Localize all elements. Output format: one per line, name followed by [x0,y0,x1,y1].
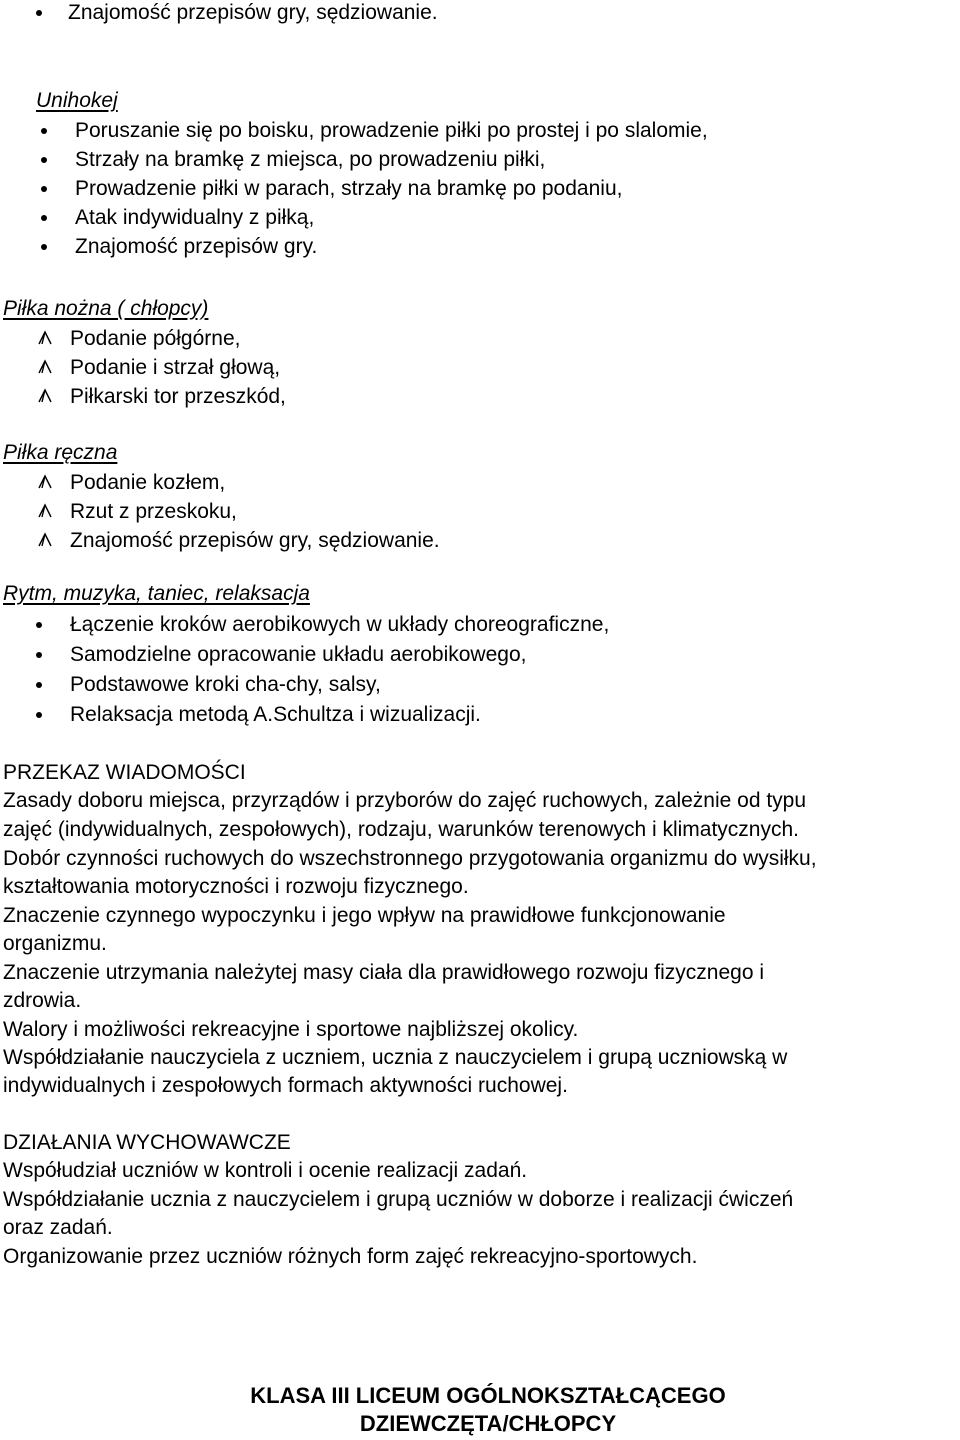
section-heading-pilka-nozna: Piłka nożna ( chłopcy) [3,297,209,320]
bullet-dot-icon [36,622,42,628]
paragraph-line: Współudział uczniów w kontroli i ocenie realizacji zadań. [3,1159,528,1182]
paragraph-line: Znaczenie czynnego wypoczynku i jego wpływ na prawidłowe funkcjonowanie [3,904,726,927]
list-item: Atak indywidualny z piłką, [75,206,315,229]
section-heading-dzialania: DZIAŁANIA WYCHOWAWCZE [3,1131,291,1154]
paragraph-line: zdrowia. [3,989,82,1012]
triangle-bullet-icon [37,474,53,490]
list-item: Poruszanie się po boisku, prowadzenie piłki po prostej i po slalomie, [75,119,708,142]
bullet-dot-icon [36,712,42,718]
list-item: Łączenie kroków aerobikowych w układy choreograficzne, [70,613,610,636]
section-heading-rytm: Rytm, muzyka, taniec, relaksacja [3,582,310,605]
paragraph-line: Znaczenie utrzymania należytej masy ciała dla prawidłowego rozwoju fizycznego i [3,961,765,984]
paragraph-line: Zasady doboru miejsca, przyrządów i przyborów do zajęć ruchowych, zależnie od typu [3,789,807,812]
list-item: Rzut z przeskoku, [70,500,237,523]
paragraph-line: Współdziałanie ucznia z nauczycielem i grupą uczniów w doborze i realizacji ćwiczeń [3,1188,794,1211]
footer-title-line1: KLASA III LICEUM OGÓLNOKSZTAŁCĄCEGO [250,1383,726,1408]
triangle-bullet-icon [37,330,53,346]
bullet-dot-icon [36,652,42,658]
list-item: Znajomość przepisów gry, sędziowanie. [68,1,438,24]
section-heading-pilka-reczna: Piłka ręczna [3,441,118,464]
paragraph-line: Walory i możliwości rekreacyjne i sportowe najbliższej okolicy. [3,1018,579,1041]
triangle-bullet-icon [37,503,53,519]
bullet-dot-icon [41,215,47,221]
list-item: Strzały na bramkę z miejsca, po prowadzeniu piłki, [75,148,546,171]
list-item: Podanie i strzał głową, [70,356,281,379]
bullet-dot-icon [36,682,42,688]
list-item: Samodzielne opracowanie układu aerobikowego, [70,643,527,666]
paragraph-line: indywidualnych i zespołowych formach aktywności ruchowej. [3,1074,568,1097]
section-heading-unihokej: Unihokej [36,89,118,112]
list-item: Prowadzenie piłki w parach, strzały na bramkę po podaniu, [75,177,623,200]
paragraph-line: organizmu. [3,932,107,955]
paragraph-line: Dobór czynności ruchowych do wszechstronnego przygotowania organizmu do wysiłku, [3,847,817,870]
list-item: Znajomość przepisów gry. [75,235,318,258]
bullet-dot-icon [41,186,47,192]
section-heading-przekaz: PRZEKAZ WIADOMOŚCI [3,761,246,784]
list-item: Podstawowe kroki cha-chy, salsy, [70,673,381,696]
triangle-bullet-icon [37,532,53,548]
paragraph-line: Organizowanie przez uczniów różnych form zajęć rekreacyjno-sportowych. [3,1245,698,1268]
paragraph-line: kształtowania motoryczności i rozwoju fizycznego. [3,875,469,898]
list-item: Znajomość przepisów gry, sędziowanie. [70,529,440,552]
paragraph-line: oraz zadań. [3,1216,113,1239]
bullet-dot-icon [36,10,42,16]
paragraph-line: zajęć (indywidualnych, zespołowych), rodzaju, warunków terenowych i klimatycznych. [3,818,800,841]
list-item: Podanie półgórne, [70,327,241,350]
bullet-dot-icon [41,128,47,134]
bullet-dot-icon [41,157,47,163]
paragraph-line: Współdziałanie nauczyciela z uczniem, ucznia z nauczycielem i grupą uczniowską w [3,1046,788,1069]
list-item: Piłkarski tor przeszkód, [70,385,286,408]
footer-title-line2: DZIEWCZĘTA/CHŁOPCY [359,1411,617,1436]
triangle-bullet-icon [37,388,53,404]
list-item: Podanie kozłem, [70,471,226,494]
triangle-bullet-icon [37,359,53,375]
list-item: Relaksacja metodą A.Schultza i wizualizacji. [70,703,481,726]
bullet-dot-icon [41,244,47,250]
